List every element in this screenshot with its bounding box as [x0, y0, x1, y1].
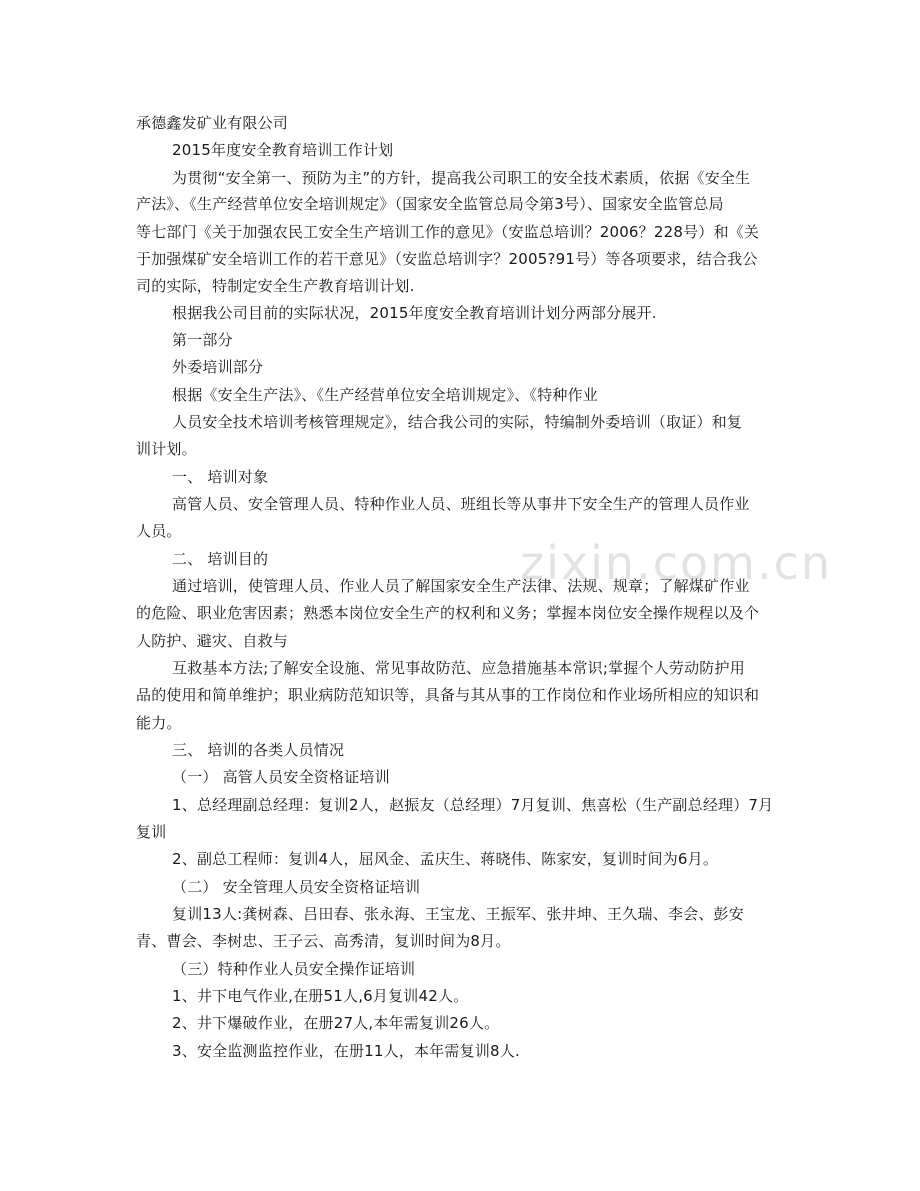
list-item: 2、副总工程师：复训4人，屈风金、孟庆生、蒋晓伟、陈家安，复训时间为6月。	[172, 850, 719, 868]
subsection-heading: （一） 高管人员安全资格证培训	[172, 768, 390, 786]
intro-line: 于加强煤矿安全培训工作的若干意见》（安监总培训字？2005?91号）等各项要求，结合我公	[136, 250, 758, 268]
subsection-heading: （三）特种作业人员安全操作证培训	[172, 960, 416, 978]
basis-line: 训计划。	[136, 440, 197, 458]
section-body: 高管人员、安全管理人员、特种作业人员、班组长等从事井下安全生产的管理人员作业	[172, 495, 750, 513]
intro-line: 司的实际，特制定安全生产教育培训计划.	[136, 277, 415, 295]
intro-line: 为贯彻“安全第一、预防为主”的方针，提高我公司职工的安全技术素质，依据《安全生	[172, 169, 751, 187]
section-body: 人员。	[136, 522, 182, 540]
list-item: 3、安全监测监控作业，在册11人，本年需复训8人.	[172, 1042, 520, 1060]
list-item: 复训	[136, 823, 167, 841]
section-heading: 二、 培训目的	[172, 550, 269, 568]
section-body: 青、曹会、李树忠、王子云、高秀清，复训时间为8月。	[136, 932, 511, 950]
section-body: 能力。	[136, 714, 182, 732]
company-name: 承德鑫发矿业有限公司	[136, 114, 289, 132]
intro-line: 等七部门《关于加强农民工安全生产培训工作的意见》（安监总培训？2006？228号）和《关	[136, 223, 760, 241]
part-title: 外委培训部分	[172, 358, 264, 376]
basis-line: 根据《安全生产法》、《生产经营单位安全培训规定》、《特种作业	[172, 386, 599, 404]
document-title: 2015年度安全教育培训工作计划	[172, 141, 394, 159]
list-item: 1、井下电气作业,在册51人,6月复训42人。	[172, 987, 469, 1005]
overview-paragraph: 根据我公司目前的实际状况，2015年度安全教育培训计划分两部分展开.	[172, 304, 657, 322]
section-body: 通过培训，使管理人员、作业人员了解国家安全生产法律、法规、规章；了解煤矿作业	[172, 577, 750, 595]
section-body: 复训13人:龚树森、吕田春、张永海、王宝龙、王振军、张井坤、王久瑞、李会、彭安	[172, 905, 744, 923]
subsection-heading: （二） 安全管理人员安全资格证培训	[172, 878, 421, 896]
intro-line: 产法》、《生产经营单位安全培训规定》（国家安全监管总局令第3号）、国家安全监管总局	[136, 195, 724, 213]
basis-line: 人员安全技术培训考核管理规定》，结合我公司的实际，特编制外委培训（取证）和复	[172, 413, 743, 431]
section-body: 人防护、避灾、自救与	[136, 632, 289, 650]
list-item: 2、井下爆破作业，在册27人,本年需复训26人。	[172, 1014, 500, 1032]
section-body: 的危险、职业危害因素；熟悉本岗位安全生产的权利和义务；掌握本岗位安全操作规程以及个	[136, 604, 760, 622]
section-body: 品的使用和简单维护；职业病防范知识等，具备与其从事的工作岗位和作业场所相应的知识和	[136, 686, 760, 704]
section-body: 互救基本方法;了解安全设施、常见事故防范、应急措施基本常识;掌握个人劳动防护用	[172, 659, 745, 677]
watermark: zixin.com.cn	[520, 536, 833, 590]
part-heading: 第一部分	[172, 331, 233, 349]
section-heading: 一、 培训对象	[172, 468, 269, 486]
section-heading: 三、 培训的各类人员情况	[172, 741, 345, 759]
list-item: 1、总经理副总经理：复训2人，赵振友（总经理）7月复训、焦喜松（生产副总经理）7月	[172, 796, 774, 814]
